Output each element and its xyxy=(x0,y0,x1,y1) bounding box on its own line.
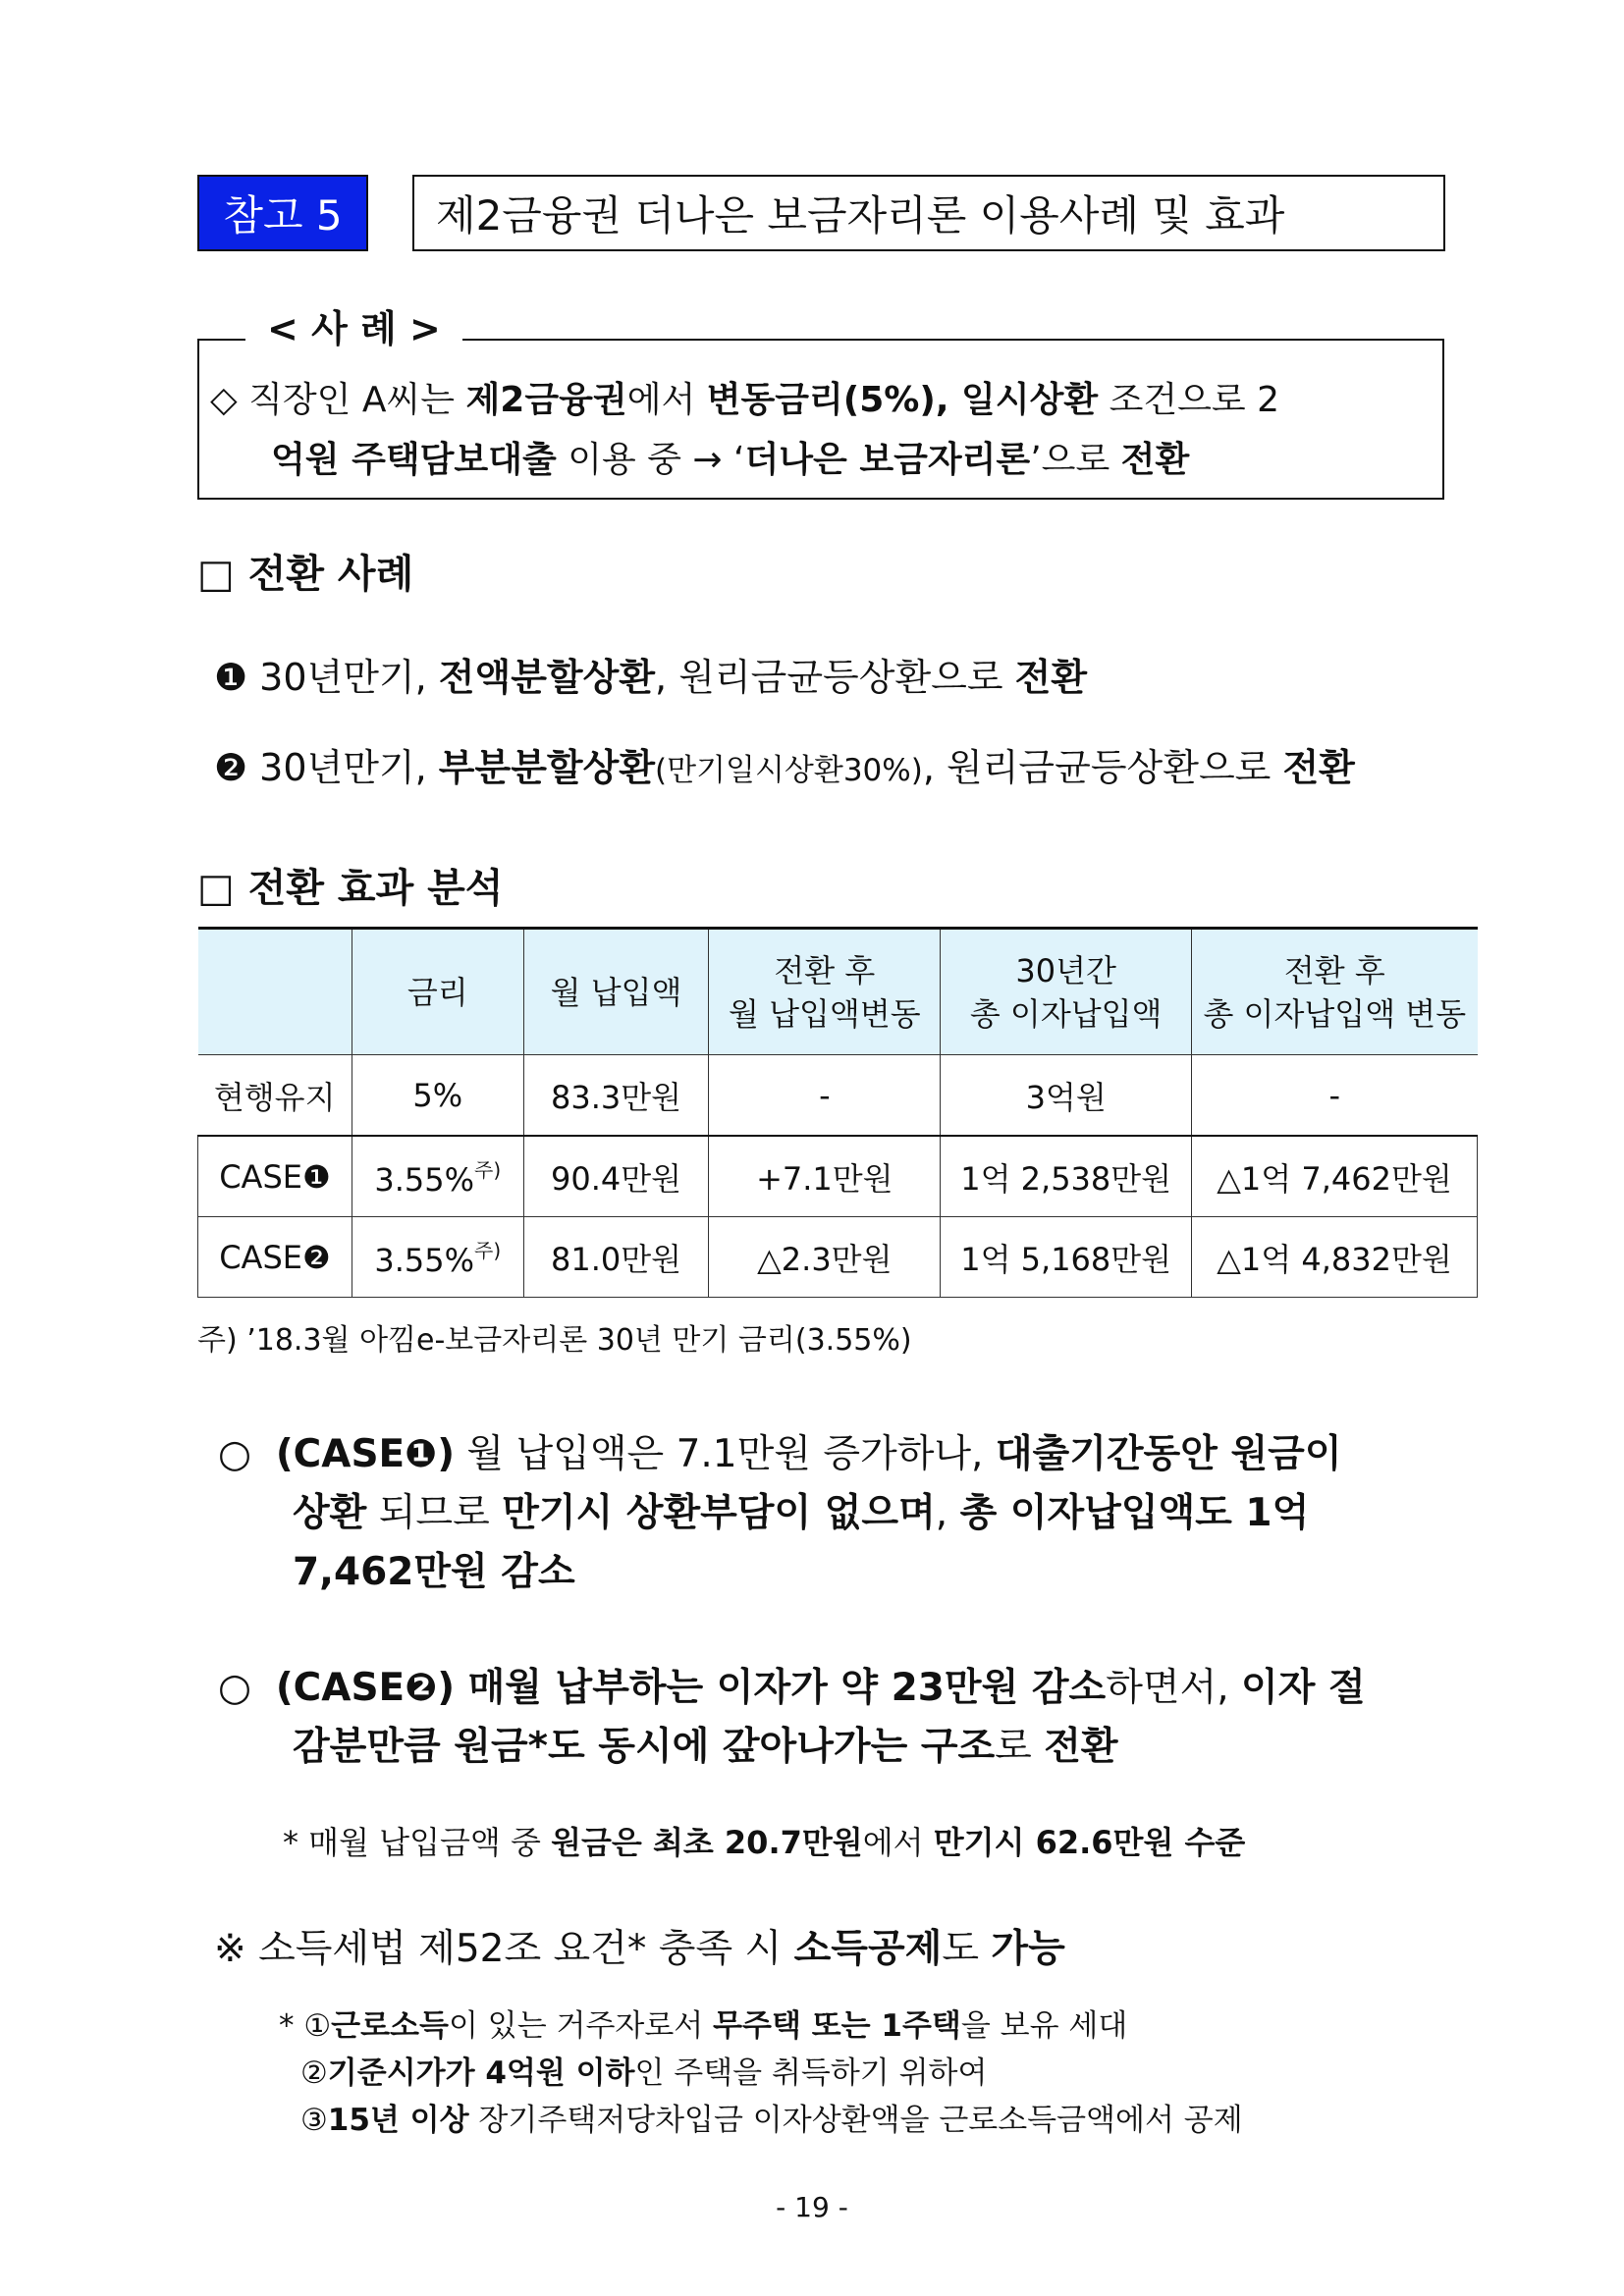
header-line: 전환 후 xyxy=(774,951,876,989)
table-header-cell: 월 납입액 xyxy=(523,929,709,1055)
monthly-cell: 81.0만원 xyxy=(523,1217,709,1298)
table-row xyxy=(198,1217,1478,1298)
case-1-text-2: , 원리금균등상환으로 xyxy=(655,656,1015,699)
conversion-case-2 xyxy=(214,743,1355,795)
section-heading-conversion-cases: □ 전환 사례 xyxy=(197,552,414,597)
principal-note-bold-1: 원금은 최초 20.7만원 xyxy=(551,1824,863,1861)
tax-bold-2: 가능 xyxy=(991,1927,1065,1971)
case-1-effect-text-3: , xyxy=(935,1491,960,1535)
case-1-text-1: 30년만기, xyxy=(247,656,439,699)
tax-bold-1: 소득공제 xyxy=(793,1927,943,1971)
case-1-effect-text-1: 월 납입액은 7.1만원 증가하나, xyxy=(455,1432,996,1476)
case-1-effect-line-1 xyxy=(218,1425,1342,1484)
interest-change-cell: - xyxy=(1192,1055,1478,1137)
interest-change-cell: △1억 4,832만원 xyxy=(1192,1217,1478,1298)
header-line: 총 이자납입액 xyxy=(969,994,1163,1033)
req-1-text-1: 이 있는 거주자로서 xyxy=(448,2008,714,2044)
table-row xyxy=(198,1136,1478,1217)
tax-text-1: ※ 소득세법 제52조 요건* 충족 시 xyxy=(214,1927,794,1971)
total-interest-cell: 1억 2,538만원 xyxy=(941,1136,1192,1217)
header-line: 전환 후 xyxy=(1283,951,1385,989)
case-2-text-2: , 원리금균등상환으로 xyxy=(922,746,1283,789)
table-header-cell xyxy=(941,929,1192,1055)
row-label: CASE❷ xyxy=(198,1217,352,1298)
row-label: 현행유지 xyxy=(198,1055,352,1137)
principal-note-bold-2: 만기시 62.6만원 수준 xyxy=(933,1824,1246,1861)
page-number: - 19 - xyxy=(776,2191,848,2223)
case-line-2-text-1: 이용 중 → ‘ xyxy=(556,440,745,480)
page-title-text: 제2금융권 더나은 보금자리론 이용사례 및 효과 xyxy=(436,191,1285,240)
table-row xyxy=(198,1055,1478,1137)
page-title xyxy=(412,175,1445,251)
case-1-effect-bold-6: 7,462만원 감소 xyxy=(293,1550,575,1594)
interest-change-cell: △1억 7,462만원 xyxy=(1192,1136,1478,1217)
req-1-bold-2: 무주택 또는 1주택 xyxy=(713,2008,961,2044)
table-header-cell xyxy=(198,929,352,1055)
req-1-text-2: 을 보유 세대 xyxy=(960,2008,1128,2044)
principal-note-text-2: 에서 xyxy=(862,1824,934,1861)
case-1-effect-text-2: 되므로 xyxy=(366,1491,503,1535)
monthly-change-cell: +7.1만원 xyxy=(709,1136,941,1217)
principal-footnote xyxy=(283,1818,1245,1863)
table-header-cell xyxy=(1192,929,1478,1055)
total-interest-cell: 1억 5,168만원 xyxy=(941,1217,1192,1298)
req-2-bold-1: 기준시가가 4억원 이하 xyxy=(327,2056,635,2091)
rate-cell xyxy=(352,1055,523,1137)
rate-value: 3.55% xyxy=(374,1242,475,1279)
row-label: CASE❶ xyxy=(198,1136,352,1217)
table-header-cell: 금리 xyxy=(352,929,523,1055)
rate-value: 3.55% xyxy=(374,1161,475,1199)
case-2-effect-line-1 xyxy=(218,1659,1366,1718)
tax-requirement-2 xyxy=(300,2050,987,2097)
case-1-marker: ❶ xyxy=(214,656,248,699)
case-2-effect-bold-2: 이자 절 xyxy=(1241,1666,1366,1710)
header-line: 총 이자납입액 변동 xyxy=(1203,994,1467,1033)
case-1-effect-line-2 xyxy=(293,1484,1309,1543)
bullet-marker: ○ xyxy=(218,1432,252,1476)
table-header-row xyxy=(198,929,1478,1055)
case-line-2-text-2: ’으로 xyxy=(1030,440,1121,480)
principal-note-text-1: * 매월 납입금액 중 xyxy=(283,1824,552,1861)
tax-requirement-1 xyxy=(279,2002,1127,2050)
case-line-2-bold-2: 더나은 보금자리론 xyxy=(744,440,1031,480)
rate-footnote-mark: 주) xyxy=(474,1158,502,1182)
table-footnote: 주) ’18.3월 아낌e-보금자리론 30년 만기 금리(3.55%) xyxy=(197,1323,912,1358)
case-2-text-1: 30년만기, xyxy=(247,746,439,789)
req-3-lead: ③ xyxy=(300,2103,328,2138)
table-header-cell xyxy=(709,929,941,1055)
case-1-effect-bold-5: 총 이자납입액도 1억 xyxy=(959,1491,1310,1535)
case-2-effect-line-2 xyxy=(293,1718,1118,1777)
case-2-small-note: (만기일시상환30%) xyxy=(655,753,923,788)
case-line-1 xyxy=(210,378,1279,423)
case-1-bold-1: 전액분할상환 xyxy=(438,656,656,699)
monthly-change-cell: △2.3만원 xyxy=(709,1217,941,1298)
req-2-lead: ② xyxy=(300,2056,328,2091)
case-2-bold-2: 전환 xyxy=(1282,746,1355,789)
reference-badge: 참고 5 xyxy=(197,175,368,251)
bullet-marker: ○ xyxy=(218,1666,252,1710)
case-1-effect-bold-4: 만기시 상환부담이 없으며 xyxy=(502,1491,936,1535)
req-1-bold-1: 근로소득 xyxy=(331,2008,449,2044)
case-line-1-bold-2: 변동금리(5%), 일시상환 xyxy=(706,380,1099,420)
tax-deduction-line xyxy=(214,1920,1065,1979)
req-2-text-1: 인 주택을 취득하기 위하여 xyxy=(634,2056,988,2091)
monthly-cell: 83.3만원 xyxy=(523,1055,709,1137)
effect-analysis-table xyxy=(197,927,1478,1298)
monthly-change-cell: - xyxy=(709,1055,941,1137)
header-line: 월 납입액변동 xyxy=(729,994,921,1033)
monthly-cell: 90.4만원 xyxy=(523,1136,709,1217)
case-2-effect-text-2: 로 xyxy=(995,1725,1045,1769)
case-line-2-bold-1: 억원 주택담보대출 xyxy=(271,440,557,480)
case-1-bold-2: 전환 xyxy=(1014,656,1088,699)
case-line-2-bold-3: 전환 xyxy=(1120,440,1190,480)
rate-cell xyxy=(352,1136,523,1217)
case-line-2 xyxy=(271,438,1189,483)
case-line-1-text-2: 조건으로 2 xyxy=(1098,380,1280,420)
case-2-bold-1: 부분분할상환 xyxy=(438,746,656,789)
section-heading-effect-analysis: □ 전환 효과 분석 xyxy=(197,866,504,911)
case-2-effect-bold-3: 감분만큼 원금*도 동시에 갚아나가는 구조 xyxy=(293,1725,996,1769)
req-3-bold-1: 15년 이상 xyxy=(327,2103,469,2138)
case-2-effect-bold-4: 전환 xyxy=(1044,1725,1118,1769)
case-1-effect-line-3 xyxy=(293,1543,575,1602)
case-2-marker: ❷ xyxy=(214,746,248,789)
rate-value: 5% xyxy=(412,1076,463,1114)
tax-requirement-3 xyxy=(300,2097,1243,2144)
case-line-1-prefix: ◇ 직장인 A씨는 xyxy=(210,380,466,420)
case-1-effect-bold-2: 대출기간동안 원금이 xyxy=(995,1432,1342,1476)
case-line-1-bold-1: 제2금융권 xyxy=(465,380,627,420)
header-line: 30년간 xyxy=(1015,951,1116,989)
total-interest-cell: 3억원 xyxy=(941,1055,1192,1137)
rate-cell xyxy=(352,1217,523,1298)
case-heading: < 사 례 > xyxy=(245,306,462,351)
req-3-text-1: 장기주택저당차입금 이자상환액을 근로소득금액에서 공제 xyxy=(468,2103,1243,2138)
case-2-effect-bold-1: (CASE❷) 매월 납부하는 이자가 약 23만원 감소 xyxy=(275,1666,1107,1710)
rate-footnote-mark: 주) xyxy=(474,1239,502,1262)
case-line-1-text-1: 에서 xyxy=(626,380,707,420)
case-2-effect-text-1: 하면서, xyxy=(1106,1666,1242,1710)
case-1-effect-bold-3: 상환 xyxy=(293,1491,367,1535)
conversion-case-1 xyxy=(214,653,1087,702)
tax-text-2: 도 xyxy=(942,1927,992,1971)
case-1-tag: (CASE❶) xyxy=(275,1432,456,1476)
req-1-lead: * ① xyxy=(279,2008,332,2044)
